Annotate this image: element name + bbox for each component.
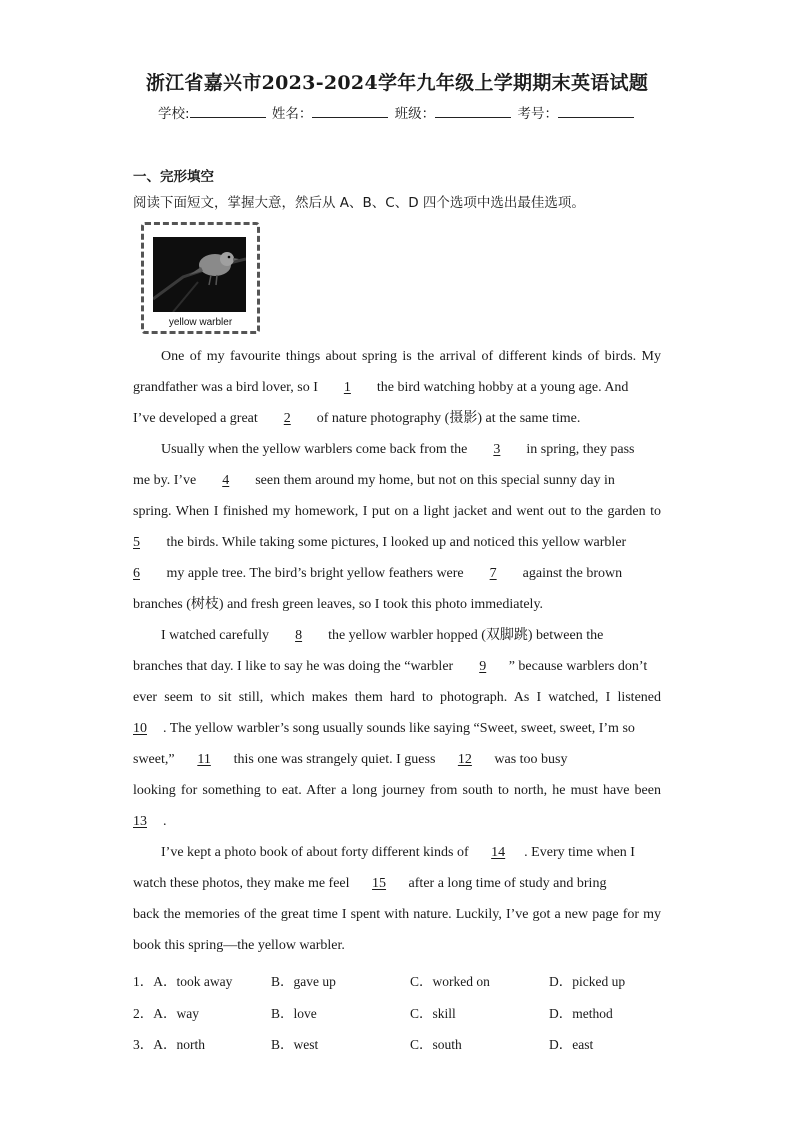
school-blank xyxy=(190,105,266,118)
passage-line: watch these photos, they make me feel 15 after a long time of study and bring xyxy=(133,868,661,899)
name-label: 姓名： xyxy=(271,106,313,122)
passage-line: looking for something to eat. After a long journey from south to north, he must have been xyxy=(133,783,661,798)
option-2c[interactable]: C．skill xyxy=(410,1005,456,1021)
passage-line: branches that day. I like to say he was doing the “warbler 9 ” because warblers don’t xyxy=(133,651,661,682)
blank-6: 6 xyxy=(133,566,140,581)
passage-line: grandfather was a bird lover, so I 1 the bird watching hobby at a young age. And xyxy=(133,372,661,403)
passage-line: back the memories of the great time I spent with nature. Luckily, I’ve got a new page for my xyxy=(133,907,661,922)
passage-line: I’ve kept a photo book of about forty different kinds of 14 . Every time when I xyxy=(133,837,661,868)
option-3d[interactable]: D．east xyxy=(549,1037,594,1052)
passage-line: 5 the birds. While taking some pictures, I looked up and noticed this yellow warbler xyxy=(133,527,661,558)
option-2b[interactable]: B．love xyxy=(271,1005,317,1021)
question-1-options xyxy=(133,966,693,998)
bird-photo-frame xyxy=(141,222,260,334)
passage-line: me by. I’ve 4 seen them around my home, but not on this special sunny day in xyxy=(133,465,661,496)
blank-5: 5 xyxy=(133,535,140,550)
passage-line: spring. When I finished my homework, I put on a light jacket and went out to the garden to xyxy=(133,504,661,519)
bird-icon xyxy=(153,237,246,312)
passage-line: One of my favourite things about spring is the arrival of different kinds of birds. My xyxy=(161,349,661,364)
option-3c[interactable]: C．south xyxy=(410,1037,462,1052)
blank-9: 9 xyxy=(479,659,487,674)
passage-line: Usually when the yellow warblers come back from the 3 in spring, they pass xyxy=(133,434,661,465)
student-info-row xyxy=(0,102,794,122)
blank-4: 4 xyxy=(222,473,230,488)
option-1b[interactable]: B．gave up xyxy=(271,974,336,989)
option-1c[interactable]: C．worked on xyxy=(410,974,490,989)
cloze-passage xyxy=(133,341,661,961)
passage-line: 10 . The yellow warbler’s song usually sounds like saying “Sweet, sweet, sweet, I’m so xyxy=(133,713,661,744)
exam-no-label: 考号： xyxy=(517,106,558,122)
passage-line: I’ve developed a great 2 of nature photography (摄影) at the same time. xyxy=(133,403,661,434)
passage-line: branches (树枝) and fresh green leaves, so I took this photo immediately. xyxy=(133,597,544,612)
question-2-options xyxy=(133,998,693,1030)
bird-photo xyxy=(153,237,246,312)
option-1d[interactable]: D．picked up xyxy=(549,974,626,989)
blank-8: 8 xyxy=(295,628,303,643)
class-label: 班级： xyxy=(394,106,436,122)
option-1a[interactable]: 1．A．took away xyxy=(133,974,233,989)
option-2d[interactable]: D．method xyxy=(549,1005,613,1021)
page-title: 浙江省嘉兴市2023-2024学年九年级上学期期末英语试题 xyxy=(145,72,649,94)
blank-1: 1 xyxy=(343,380,351,395)
name-blank xyxy=(312,105,388,118)
passage-line: 13 . xyxy=(133,806,661,837)
blank-10: 10 xyxy=(133,721,147,736)
passage-line: ever seem to sit still, which makes them hard to photograph. As I watched, I listened xyxy=(133,690,661,705)
blank-11: 11 xyxy=(197,752,211,767)
blank-3: 3 xyxy=(493,442,501,457)
photo-caption: yellow warbler xyxy=(168,317,233,328)
blank-12: 12 xyxy=(457,752,472,767)
passage-line: book this spring—the yellow warbler. xyxy=(133,938,345,953)
exam-no-blank xyxy=(558,105,634,118)
section-heading: 一、完形填空 xyxy=(133,169,214,185)
question-3-options xyxy=(133,1029,693,1061)
passage-line: 6 my apple tree. The bird’s bright yellow feathers were 7 against the brown xyxy=(133,558,661,589)
blank-14: 14 xyxy=(491,845,506,860)
school-label: 学校: xyxy=(158,106,190,122)
blank-13: 13 xyxy=(133,814,147,829)
passage-line: I watched carefully 8 the yellow warbler hopped (双脚跳) between the xyxy=(133,620,661,651)
option-2a[interactable]: 2．A．way xyxy=(133,1005,199,1021)
option-3b[interactable]: B．west xyxy=(271,1037,319,1052)
class-blank xyxy=(435,105,511,118)
option-3a[interactable]: 3．A．north xyxy=(133,1037,205,1052)
blank-7: 7 xyxy=(489,566,497,581)
passage-line: sweet,” 11 this one was strangely quiet. I guess 12 was too busy xyxy=(133,744,661,775)
blank-15: 15 xyxy=(372,876,387,891)
blank-2: 2 xyxy=(283,411,291,426)
section-instruction: 阅读下面短文，掌握大意，然后从 A、B、C、D 四个选项中选出最佳选项。 xyxy=(133,195,585,211)
answer-options xyxy=(133,966,693,1061)
